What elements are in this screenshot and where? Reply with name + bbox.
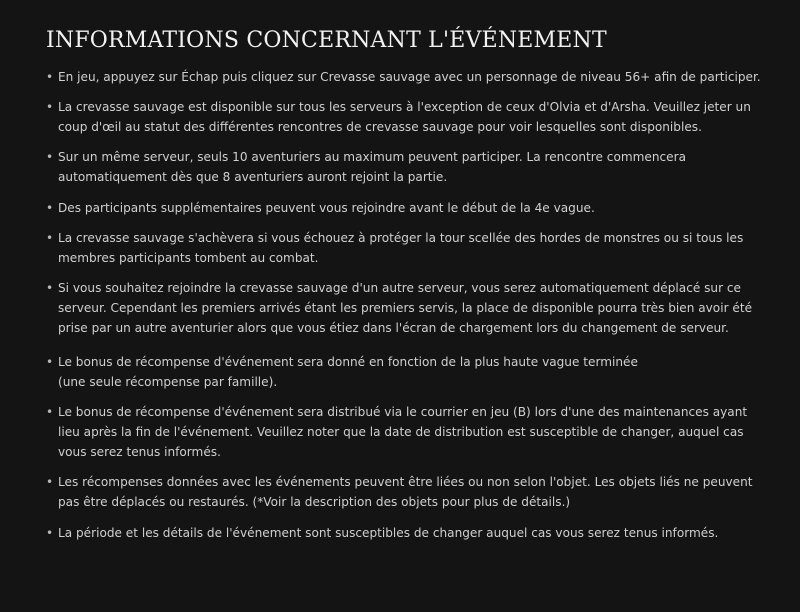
bullet-icon: • xyxy=(46,354,54,369)
list-item-text: Des participants supplémentaires peuvent vous rejoindre avant le début de la 4e vague. xyxy=(58,200,595,215)
list-item xyxy=(46,228,774,268)
list-item-text: (une seule récompense par famille). xyxy=(58,374,278,389)
list-item xyxy=(46,523,774,543)
page-title: INFORMATIONS CONCERNANT L'ÉVÉNEMENT xyxy=(46,28,607,53)
list-item-text: Le bonus de récompense d'événement sera distribué via le courrier en jeu (B) lors d'une des maintenances ayant xyxy=(58,405,748,420)
list-item-text: Si vous souhaitez rejoindre la crevasse sauvage d'un autre serveur, vous serez automatiquement déplacé sur ce xyxy=(58,280,741,295)
list-item-text: La crevasse sauvage s'achèvera si vous échouez à protéger la tour scellée des hordes de monstres ou si tous les xyxy=(58,230,744,245)
list-item xyxy=(46,472,774,512)
list-item-text: membres participants tombent au combat. xyxy=(58,250,319,265)
bullet-icon: • xyxy=(46,200,54,215)
bullet-icon: • xyxy=(46,525,54,540)
list-item xyxy=(46,278,774,338)
list-item xyxy=(46,352,774,392)
list-item xyxy=(46,147,774,187)
list-item-text: vous serez tenus informés. xyxy=(58,445,221,460)
bullet-icon: • xyxy=(46,150,54,165)
list-item-text: prise par un autre aventurier alors que vous étiez dans l'écran de chargement lors du changement de serveur. xyxy=(58,320,729,335)
bullet-icon: • xyxy=(46,70,54,84)
list-item-text: serveur. Cependant les premiers arrivés étant les premiers servis, la place de disponible pourra très bien avoir été xyxy=(58,300,753,315)
list-item-text: automatiquement dès que 8 aventuriers auront rejoint la partie. xyxy=(58,170,448,185)
list-item xyxy=(46,67,774,87)
list-item-text: La crevasse sauvage est disponible sur tous les serveurs à l'exception de ceux d'Olvia et d'Arsha. Veuillez jeter un xyxy=(58,100,751,115)
bullet-icon: • xyxy=(46,100,54,115)
list-item-text: Le bonus de récompense d'événement sera donné en fonction de la plus haute vague terminée xyxy=(58,354,638,369)
bullet-icon: • xyxy=(46,230,54,245)
list-item-text: pas être déplacés ou restaurés. (*Voir la description des objets pour plus de détails.) xyxy=(58,495,571,510)
bullet-icon: • xyxy=(46,405,54,420)
list-item-text: La période et les détails de l'événement sont susceptibles de changer auquel cas vous serez tenus informés. xyxy=(58,525,719,540)
list-item xyxy=(46,97,774,137)
list-item-text: En jeu, appuyez sur Échap puis cliquez sur Crevasse sauvage avec un personnage de niveau 56+ afin de participer. xyxy=(58,70,761,84)
list-item-text: Les récompenses données avec les événements peuvent être liées ou non selon l'objet. Les objets liés ne peuvent xyxy=(58,475,753,490)
list-item xyxy=(46,402,774,462)
bullet-icon: • xyxy=(46,475,54,490)
list-item xyxy=(46,198,774,218)
list-item-text: Sur un même serveur, seuls 10 aventuriers au maximum peuvent participer. La rencontre commencera xyxy=(58,150,686,165)
list-item-text: coup d'œil au statut des différentes rencontres de crevasse sauvage pour voir lesquelles sont disponibles. xyxy=(58,120,702,135)
info-list xyxy=(46,67,774,543)
list-item-text: lieu après la fin de l'événement. Veuillez noter que la date de distribution est susceptible de changer, auquel cas xyxy=(58,425,744,440)
bullet-icon: • xyxy=(46,280,54,295)
